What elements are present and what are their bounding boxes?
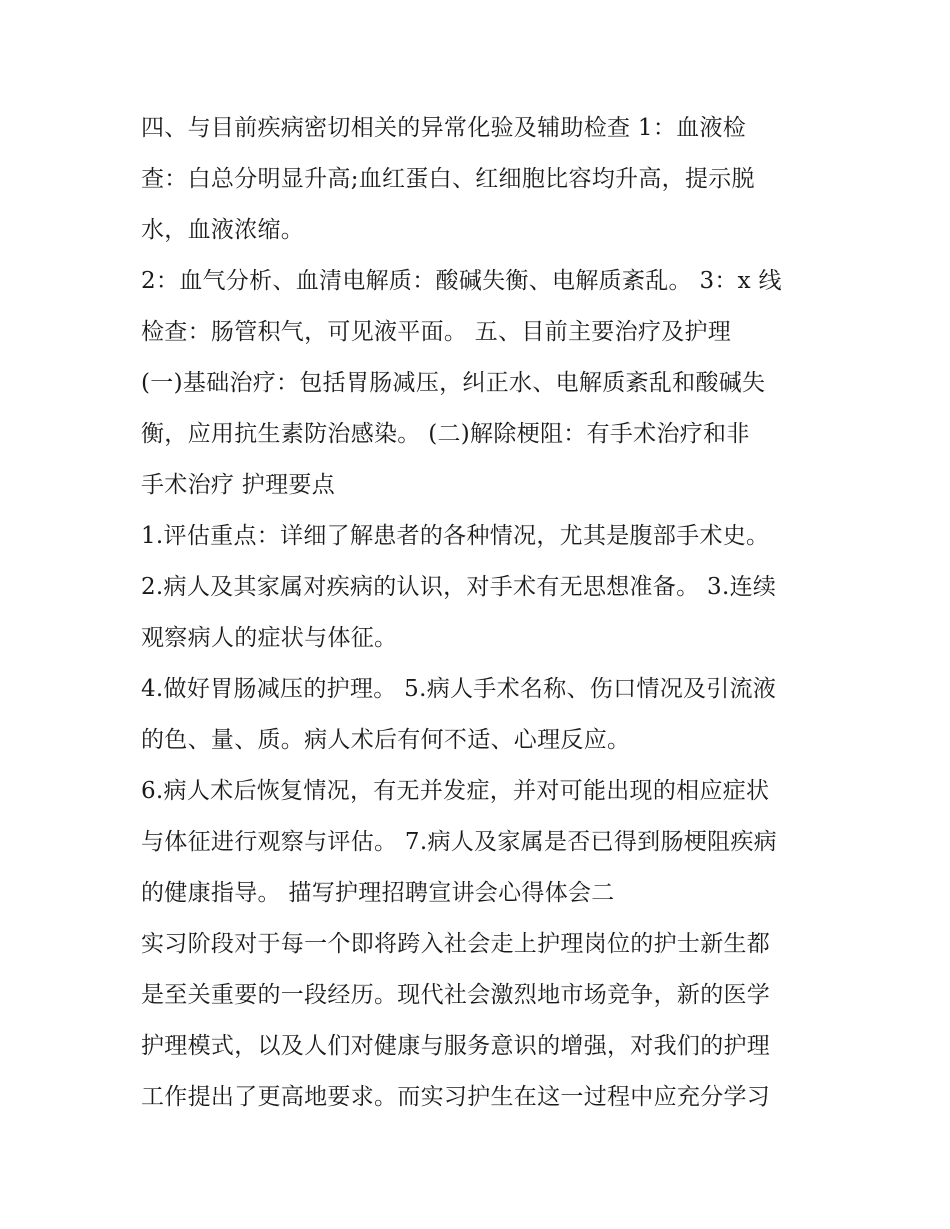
text-line: 工作提出了更高地要求。而实习护生在这一过程中应充分学习 <box>141 1084 771 1110</box>
text-line: 2.病人及其家属对疾病的认识，对手术有无思想准备。 3.连续 <box>141 574 777 600</box>
text-line: 四、与目前疾病密切相关的异常化验及辅助检查 1：血液检 <box>141 115 747 141</box>
text-line: 水，血液浓缩。 <box>141 217 305 243</box>
text-line: 1.评估重点：详细了解患者的各种情况，尤其是腹部手术史。 <box>141 523 770 549</box>
text-line: 实习阶段对于每一个即将跨入社会走上护理岗位的护士新生都 <box>141 931 771 957</box>
text-line: 与体征进行观察与评估。 7.病人及家属是否已得到肠梗阻疾病 <box>141 829 777 855</box>
text-line: 护理模式，以及人们对健康与服务意识的增强，对我们的护理 <box>141 1033 771 1059</box>
text-line: 观察病人的症状与体征。 <box>141 625 398 651</box>
document-body <box>141 103 821 1123</box>
text-line: 6.病人术后恢复情况，有无并发症，并对可能出现的相应症状 <box>141 778 770 804</box>
text-line: 衡，应用抗生素防治感染。 (二)解除梗阻：有手术治疗和非 <box>141 421 750 447</box>
text-line: 手术治疗 护理要点 <box>141 472 336 498</box>
text-line: 检查：肠管积气，可见液平面。 五、目前主要治疗及护理 <box>141 319 732 345</box>
text-line: 的健康指导。 描写护理招聘宣讲会心得体会二 <box>141 880 615 906</box>
text-line: (一)基础治疗：包括胃肠减压，纠正水、电解质紊乱和酸碱失 <box>141 370 766 396</box>
text-line: 的色、量、质。病人术后有何不适、心理反应。 <box>141 727 631 753</box>
text-line: 是至关重要的一段经历。现代社会激烈地市场竞争，新的医学 <box>141 982 771 1008</box>
text-line: 4.做好胃肠减压的护理。 5.病人手术名称、伤口情况及引流液 <box>141 676 777 702</box>
text-line: 查：白总分明显升高;血红蛋白、红细胞比容均升高，提示脱 <box>141 166 755 192</box>
text-line: 2：血气分析、血清电解质：酸碱失衡、电解质紊乱。 3：x 线 <box>141 268 782 294</box>
